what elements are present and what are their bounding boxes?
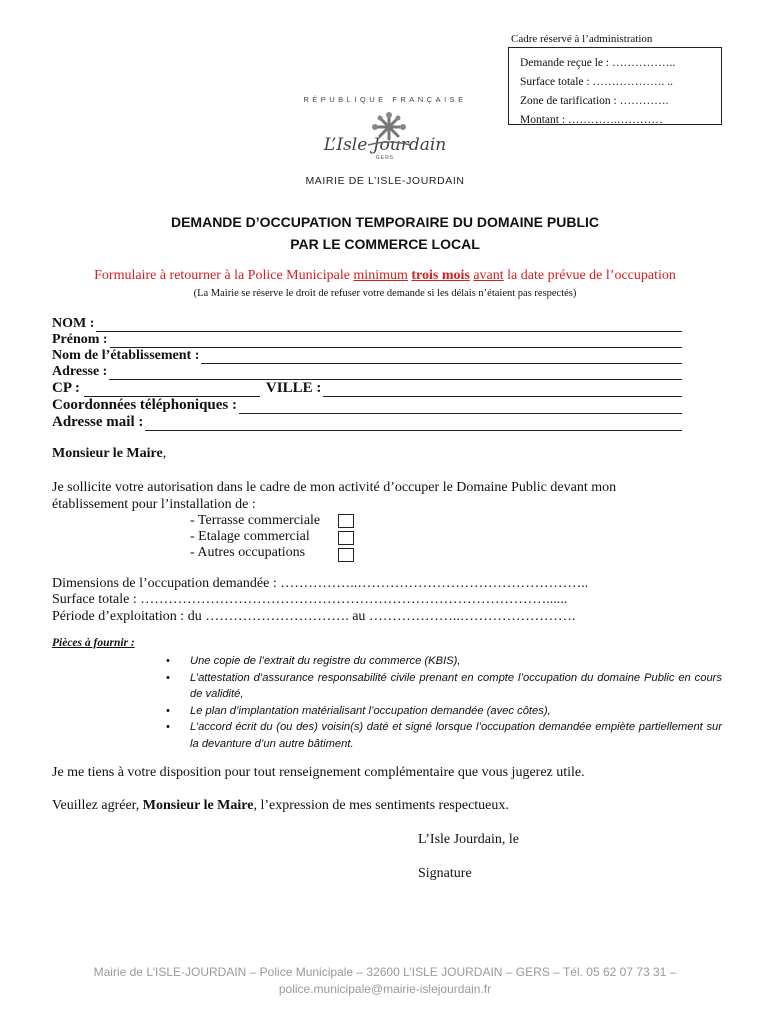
admin-amount-line: Montant : ………….………… — [520, 114, 663, 126]
closing-bold: Monsieur le Maire — [142, 798, 254, 813]
prenom-line[interactable] — [110, 337, 682, 348]
ville-line[interactable] — [323, 386, 682, 397]
admin-box-title: Cadre réservé à l’administration — [511, 33, 653, 45]
instruction-trois-mois: trois mois — [411, 268, 470, 283]
gers-label: GERS — [375, 155, 395, 161]
dimensions-line[interactable]: Dimensions de l’occupation demandée : ……………..………………………………………….. — [52, 576, 589, 591]
place-date: L’Isle Jourdain, le — [418, 832, 519, 847]
list-item: • Une copie de l’extrait du registre du commerce (KBIS), — [166, 655, 461, 667]
salutation-name: Monsieur le Maire — [52, 446, 163, 461]
footer-email[interactable]: police.municipale@mairie-islejourdain.fr — [278, 982, 492, 996]
title-line-2: PAR LE COMMERCE LOCAL — [290, 236, 480, 252]
instruction-part-1: Formulaire à retourner à la Police Municipale — [94, 268, 354, 283]
adresse-label: Adresse : — [52, 364, 108, 379]
etalage-checkbox[interactable] — [338, 531, 354, 545]
list-item: • L’accord écrit du (ou des) voisin(s) daté et signé lorsque l’occupation demandée empiète partiellement sur la devanture d’un autre bâtiment. — [166, 721, 722, 750]
closing-after: , l’expression de mes sentiments respectueux. — [253, 798, 509, 813]
pieces-title: Pièces à fournir : — [52, 637, 135, 649]
mairie-label: MAIRIE DE L’ISLE-JOURDAIN — [305, 175, 465, 187]
document-title — [60, 211, 710, 255]
list-item: • Le plan d’implantation matérialisant l’occupation demandée (avec côtes), — [166, 704, 551, 717]
footer — [20, 964, 750, 998]
nom-line[interactable] — [96, 321, 682, 332]
etablissement-line[interactable] — [201, 353, 682, 364]
mail-label: Adresse mail : — [52, 414, 144, 430]
autres-checkbox[interactable] — [338, 548, 354, 562]
republique-label: RÉPUBLIQUE FRANÇAISE — [303, 95, 467, 104]
instruction-minimum: minimum — [353, 268, 408, 283]
admin-surface-line: Surface totale : ………………. .. — [520, 76, 673, 88]
closing-before: Veuillez agréer, — [52, 798, 143, 813]
option-autres: - Autres occupations — [190, 545, 306, 560]
cross-logo-icon — [358, 109, 420, 151]
piece-plan: Le plan d’implantation matérialisant l’occupation demandée (avec côtes), — [190, 704, 551, 717]
option-terrasse: - Terrasse commerciale — [190, 513, 321, 528]
delay-note: (La Mairie se réserve le droit de refuser votre demande si les délais n’étaient pas respectés) — [193, 288, 577, 299]
etablissement-field[interactable] — [52, 348, 682, 364]
surface-line[interactable]: Surface totale : ……………………………………………………………………………...... — [52, 592, 568, 607]
title-line-1: DEMANDE D’OCCUPATION TEMPORAIRE DU DOMAINE PUBLIC — [170, 214, 600, 230]
piece-accord: L’accord écrit du (ou des) voisin(s) daté et signé lorsque l’occupation demandée empiète partiellement sur la devanture d’un autre bâtiment. — [190, 721, 722, 750]
cp-line[interactable] — [84, 386, 260, 397]
mairie-logo — [300, 95, 470, 187]
periode-line[interactable]: Période d’exploitation : du …………………………. au ………………..……………………. — [52, 609, 576, 624]
list-item: • L’attestation d’assurance responsabilité civile prenant en compte l’occupation du domaine Public en cours de validité, — [166, 671, 722, 700]
cp-ville-field[interactable] — [52, 380, 682, 397]
closing-text — [52, 797, 712, 814]
prenom-field[interactable] — [52, 332, 682, 348]
pieces-list — [166, 653, 722, 752]
piece-assurance: L’attestation d’assurance responsabilité civile prenant en compte l’occupation du domaine Public en cours de validité, — [190, 671, 722, 700]
cp-label: CP : — [52, 380, 80, 396]
option-etalage: - Etalage commercial — [190, 529, 310, 544]
coordonnees-line[interactable] — [239, 403, 682, 414]
adresse-field[interactable] — [52, 364, 682, 380]
etablissement-label: Nom de l’établissement : — [52, 348, 200, 363]
admin-box — [508, 47, 722, 125]
nom-label: NOM : — [52, 316, 95, 331]
admin-received-line: Demande reçue le : …………….. — [520, 57, 676, 69]
mail-line[interactable] — [145, 420, 682, 431]
signature-label: Signature — [418, 866, 472, 881]
logo-wordmark: L’Isle Jourdain — [323, 135, 447, 155]
adresse-line[interactable] — [109, 369, 682, 380]
disposition-text: Je me tiens à votre disposition pour tout renseignement complémentaire que vous jugerez utile. — [52, 765, 585, 780]
instruction-avant: avant — [473, 268, 504, 283]
ville-label: VILLE : — [265, 380, 322, 396]
request-text: Je sollicite votre autorisation dans le cadre de mon activité d’occuper le Domaine Public devant mon établissement pour l’installation de : — [52, 480, 617, 512]
salutation: Monsieur le Maire, — [52, 446, 167, 461]
terrasse-checkbox[interactable] — [338, 514, 354, 528]
instruction-part-3: la date prévue de l’occupation — [503, 268, 676, 283]
mail-field[interactable] — [52, 414, 682, 431]
footer-address: Mairie de L’ISLE-JOURDAIN – Police Municipale – 32600 L’ISLE JOURDAIN – GERS – Tél. 05 62 07 73 31 – — [93, 965, 677, 979]
applicant-fields — [52, 316, 682, 431]
nom-field[interactable] — [52, 316, 682, 332]
coordonnees-field[interactable] — [52, 397, 682, 414]
coordonnees-label: Coordonnées téléphoniques : — [52, 397, 238, 413]
admin-zone-line: Zone de tarification : …………. — [520, 95, 669, 107]
return-instruction — [40, 268, 730, 284]
piece-kbis: Une copie de l’extrait du registre du commerce (KBIS), — [190, 655, 461, 667]
prenom-label: Prénom : — [52, 332, 108, 347]
